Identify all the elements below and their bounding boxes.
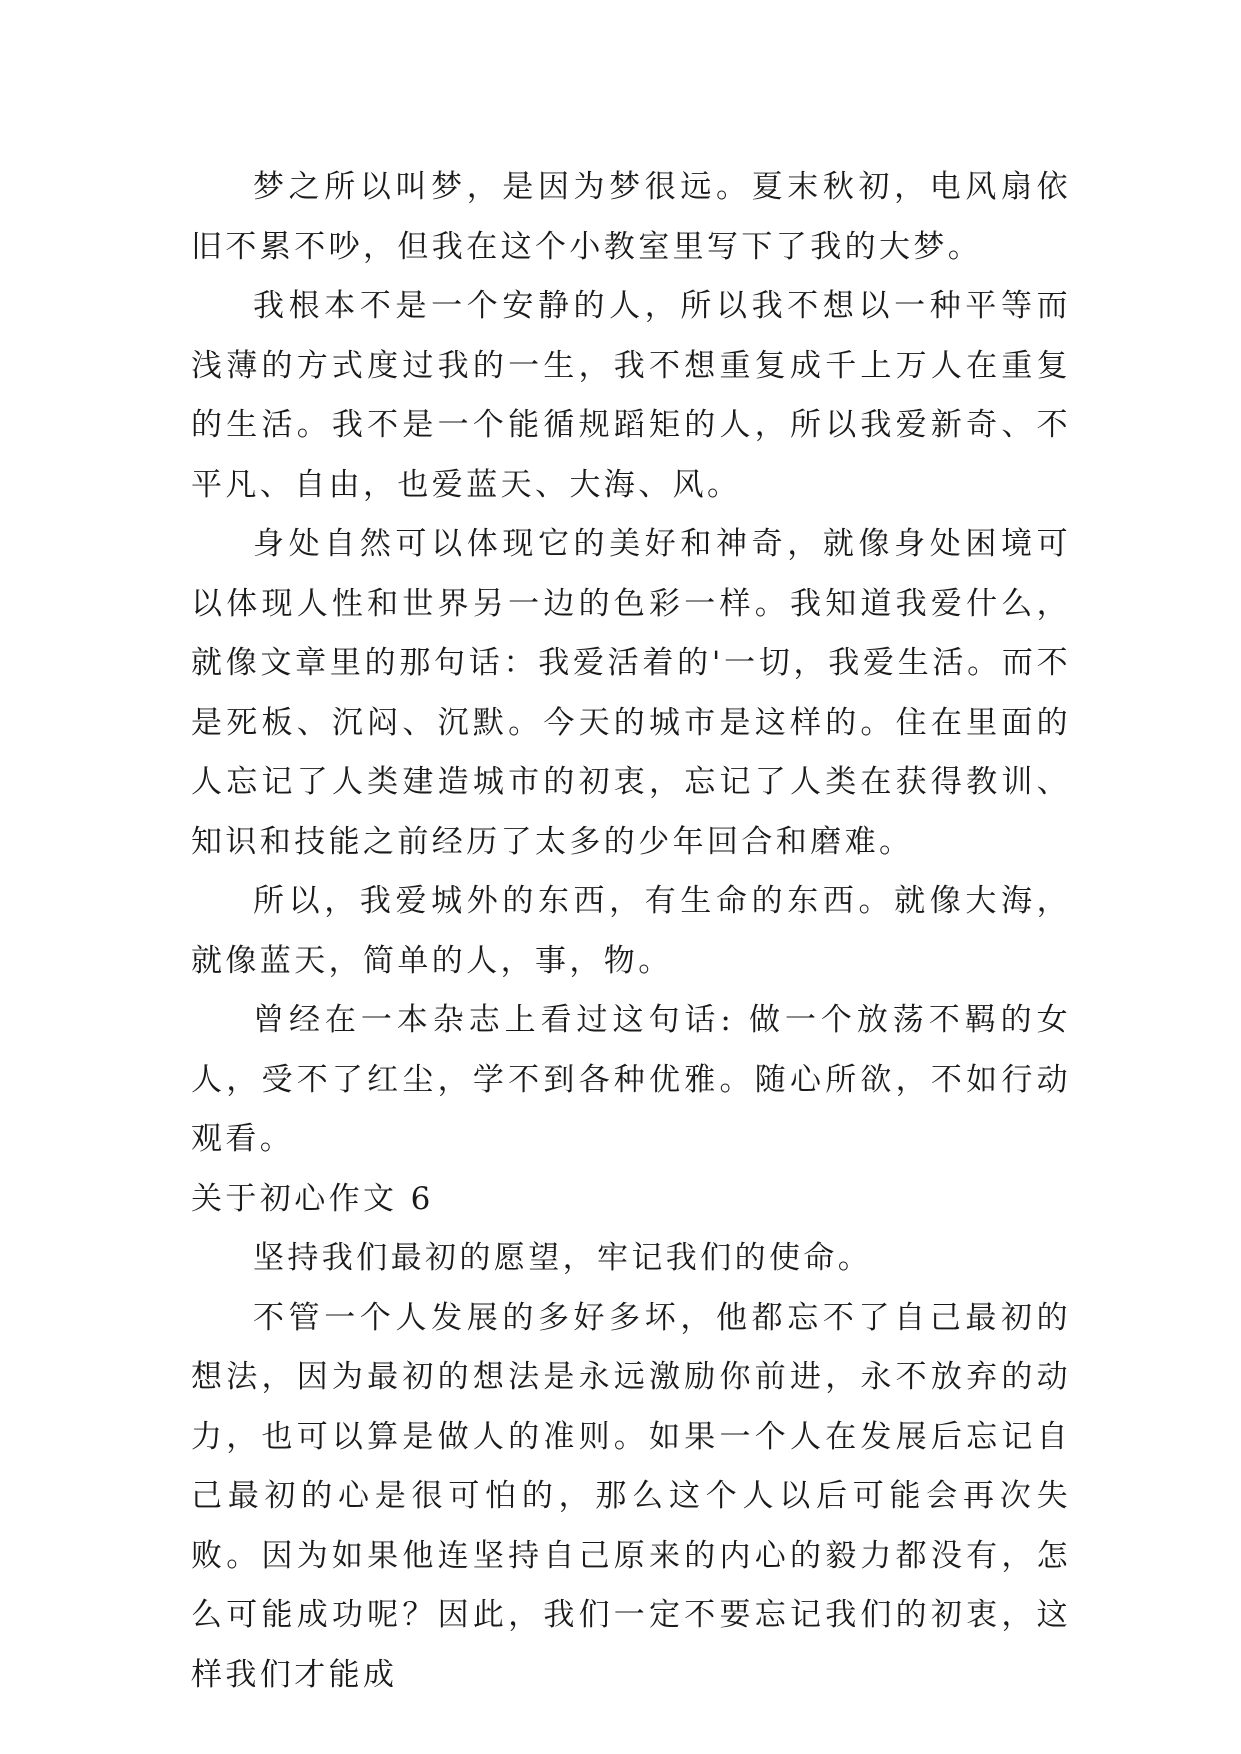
paragraph-original-wish: 坚持我们最初的愿望，牢记我们的使命。 <box>253 1240 873 1276</box>
paragraph-dream: 梦之所以叫梦，是因为梦很远。夏末秋初，电风扇依旧不累不吵，但我在这个小教室里写下了我的大梦。 <box>191 169 1071 265</box>
section-heading: 关于初心作文 6 <box>191 1180 434 1217</box>
paragraph-original-heart: 不管一个人发展的多好多坏，他都忘不了自己最初的想法，因为最初的想法是永远激励你前进，永不放弃的动力，也可以算是做人的准则。如果一个人在发展后忘记自己最初的心是很可怕的，那么这个人以后可能会再次失败。因为如果他连坚持自己原来的内心的毅力都没有，怎么可能成功呢？因此，我们一定不要忘记我们的初衷，这样我们才能成 <box>191 1299 1071 1693</box>
paragraph-not-quiet: 我根本不是一个安静的人，所以我不想以一种平等而浅薄的方式度过我的一生，我不想重复成千上万人在重复的生活。我不是一个能循规蹈矩的人，所以我爱新奇、不平凡、自由，也爱蓝天、大海、风。 <box>191 288 1071 503</box>
paragraph-nature: 身处自然可以体现它的美好和神奇，就像身处困境可以体现人性和世界另一边的色彩一样。我知道我爱什么，就像文章里的那句话：我爱活着的'一切，我爱生活。而不是死板、沉闷、沉默。今天的城市是这样的。住在里面的人忘记了人类建造城市的初衷，忘记了人类在获得教训、知识和技能之前经历了太多的少年回合和磨难。 <box>191 526 1071 860</box>
document-body <box>191 158 1071 1705</box>
paragraph-outside-city: 所以，我爱城外的东西，有生命的东西。就像大海，就像蓝天，简单的人，事，物。 <box>191 883 1071 979</box>
paragraph-magazine-quote: 曾经在一本杂志上看过这句话: 做一个放荡不羁的女人，受不了红尘，学不到各种优雅。随心所欲，不如行动观看。 <box>191 1002 1071 1157</box>
